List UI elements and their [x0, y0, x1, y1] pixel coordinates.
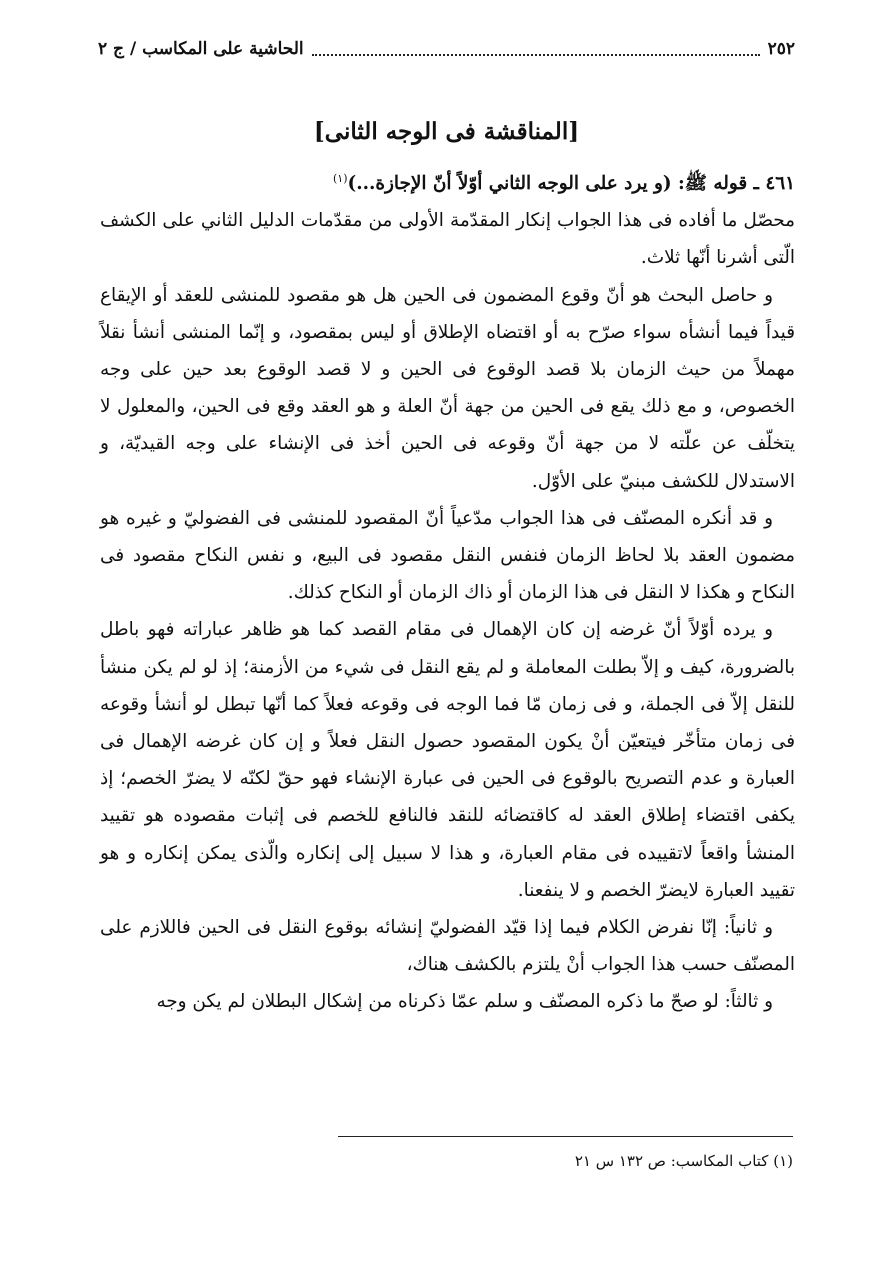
- header-leader-dots: [312, 42, 760, 56]
- lemma-quote: ٤٦١ ـ قوله ﷺ: (و يرد على الوجه الثاني أوّلاً أنّ الإجازة...): [347, 173, 795, 194]
- paragraph-4: و قد أنكره المصنّف فى هذا الجواب مدّعياً أنّ المقصود للمنشى فى الفضوليّ و غيره هو مضمون العقد بلا لحاظ الزمان فنفس النقل مقصود فى البيع، و نفس النكاح مقصود فى النكاح و هكذا لا النقل فى هذا الزمان أو ذاك الزمان أو النكاح كذلك.: [100, 507, 795, 604]
- footnote-ref: (١): [332, 171, 348, 185]
- paragraph-2: محصّل ما أفاده فى هذا الجواب إنكار المقدّمة الأولى من مقدّمات الدليل الثاني على الكشف الّتى أشرنا أنّها ثلاث.: [100, 210, 795, 269]
- paragraph-3: و حاصل البحث هو أنّ وقوع المضمون فى الحين هل هو مقصود للمنشى للعقد أو الإيقاع قيداً فيما أنشأه سواء صرّح به أو اقتضاه الإطلاق أو ليس بمقصود، و إنّما المنشى أنشأ نقلاً مهملاً من حيث الزمان بلا قصد الوقوع فى الحين و لا قصد الوقوع بعد حين على وجه الخصوص، و مع ذلك يقع فى الحين من جهة أنّ العلة و هو العقد وقع فى الحين، والمعلول لا يتخلّف عن علّته لا من جهة أنّ وقوعه فى الحين أخذ فى الإنشاء على وجه القيديّة، و الاستدلال للكشف مبنيّ على الأوّل.: [100, 284, 795, 492]
- page-number: ٢٥٢: [767, 39, 795, 59]
- paragraph-5: و يرده أوّلاً أنّ غرضه إن كان الإهمال فى مقام القصد كما هو ظاهر عباراته فهو باطل بالضرورة، كيف و إلاّ بطلت المعاملة و لم يقع النقل فى شيء من الأزمنة؛ إذ لو لم يكن منشأ للنقل إلاّ فى الجملة، و فى زمان مّا فما الوجه فى وقوعه فعلاً كما أنّها تبطل لو أنشأ وقوعه فى زمان متأخّر فيتعيّن أنْ يكون المقصود حصول النقل فعلاً و إن كان غرضه الإهمال فى العبارة و عدم التصريح بالوقوع فى الحين فى عبارة الإنشاء فهو حقّ لكنّه لا يضرّ الخصم؛ إذ يكفى اقتضاء إطلاق العقد له كاقتضائه للنقد فالنافع للخصم فى إثبات مقصوده هو تقييد المنشأ واقعاً لاتقييده فى مقام العبارة، و هذا لا سبيل إلى إنكاره والّذى يمكن إنكاره و هو تقييد العبارة لايضرّ الخصم و لا ينفعنا.: [100, 619, 795, 901]
- body-text: [100, 165, 795, 1021]
- paragraph-1: [100, 165, 795, 202]
- section-heading: [المناقشة فى الوجه الثانى]: [313, 118, 580, 145]
- running-header: [98, 34, 795, 64]
- paragraph-7: و ثالثاً: لو صحّ ما ذكره المصنّف و سلم عمّا ذكرناه من إشكال البطلان لم يكن وجه: [156, 991, 773, 1013]
- footnote-divider: [338, 1136, 793, 1137]
- footnote: (١) كتاب المكاسب: ص ١٣٢ س ٢١: [574, 1152, 793, 1170]
- book-title: الحاشية على المكاسب / ج ٢: [98, 39, 304, 59]
- paragraph-6: و ثانياً: إنّا نفرض الكلام فيما إذا قيّد الفضوليّ إنشائه بوقوع النقل فى الحين فاللازم على المصنّف حسب هذا الجواب أنْ يلتزم بالكشف هناك،: [100, 917, 795, 976]
